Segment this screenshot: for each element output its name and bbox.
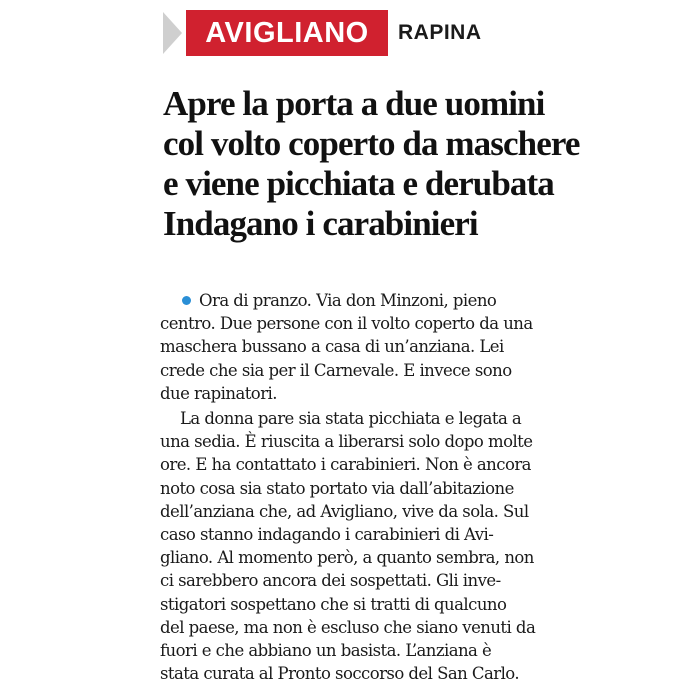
paragraph-2 [160, 407, 685, 685]
headline-line: Apre la porta a due uomini [163, 84, 545, 123]
article-body [160, 289, 685, 685]
body-line: ore. E ha contattato i carabinieri. Non è ancora [160, 455, 531, 475]
body-line-first [160, 289, 685, 312]
bullet-icon [182, 296, 191, 305]
place-label: AVIGLIANO [186, 10, 388, 56]
body-line: una sedia. È riuscita a liberarsi solo dopo molte [160, 432, 533, 452]
section-arrow-icon [163, 12, 182, 54]
body-line: gliano. Al momento però, a quanto sembra, non [160, 548, 534, 568]
body-line: ci sarebbero ancora dei sospettati. Gli inve- [160, 571, 501, 591]
headline-line: col volto coperto da maschere [163, 124, 580, 163]
paragraph-1 [160, 289, 685, 405]
body-line: due rapinatori. [160, 383, 277, 403]
body-line: noto cosa sia stato portato via dall’abitazione [160, 478, 514, 498]
body-line: maschera bussano a casa di un’anziana. Lei [160, 337, 504, 357]
headline [163, 84, 683, 244]
body-line: La donna pare sia stata picchiata e legata a [180, 409, 522, 429]
headline-line: Indagano i carabinieri [163, 204, 478, 243]
body-line: stata curata al Pronto soccorso del San Carlo. [160, 664, 520, 684]
body-line: dell’anziana che, ad Avigliano, vive da sola. Sul [160, 501, 529, 521]
body-line: fuori e che abbiano un basista. L’anziana è [160, 641, 492, 661]
body-line: crede che sia per il Carnevale. E invece sono [160, 360, 512, 380]
body-line: caso stanno indagando i carabinieri di Avi- [160, 525, 494, 545]
body-line: del paese, ma non è escluso che siano venuti da [160, 617, 536, 637]
rubric-label: RAPINA [398, 21, 482, 44]
body-line: stigatori sospettano che si tratti di qualcuno [160, 594, 507, 614]
headline-line: e viene picchiata e derubata [163, 164, 554, 203]
body-line: centro. Due persone con il volto coperto da una [160, 314, 533, 334]
body-line: Ora di pranzo. Via don Minzoni, pieno [199, 291, 497, 310]
